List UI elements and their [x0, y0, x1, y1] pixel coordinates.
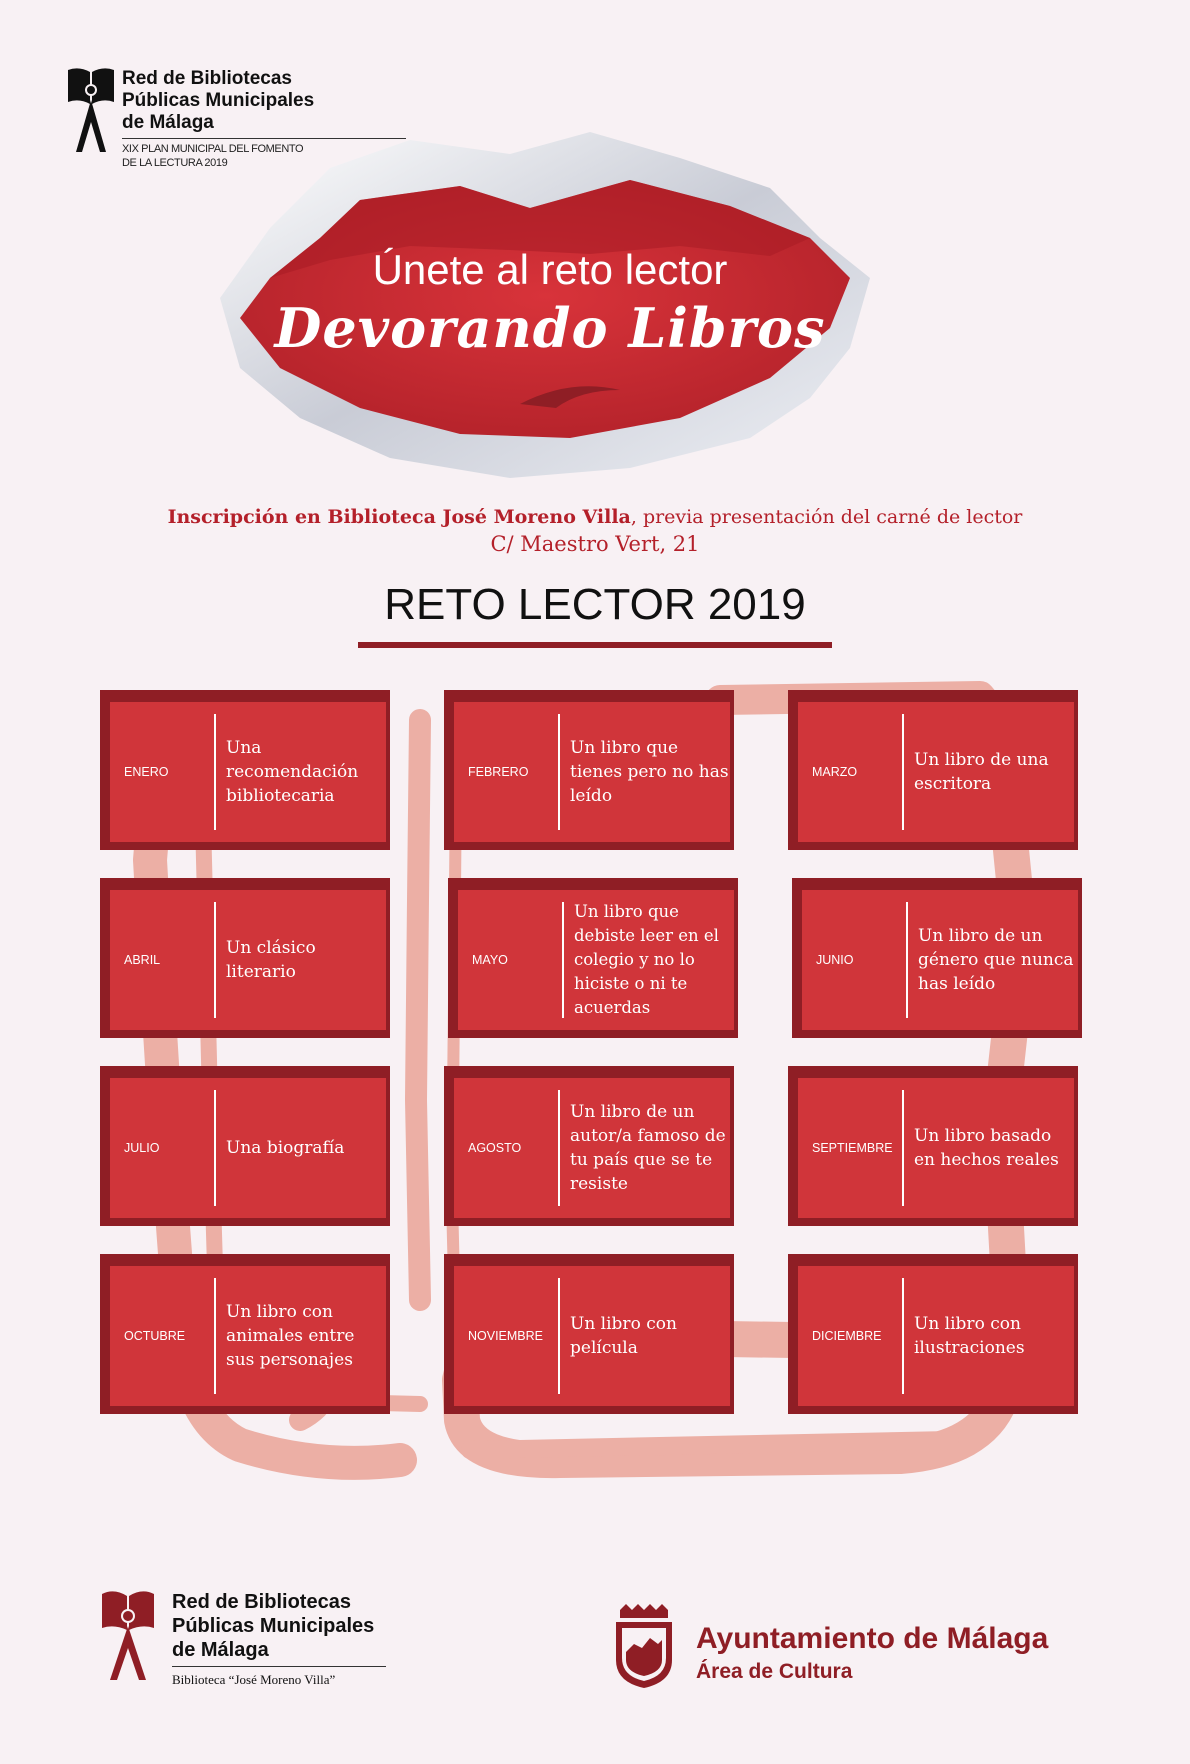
card-divider — [558, 1090, 560, 1206]
month-card-diciembre — [788, 1254, 1078, 1414]
month-card-agosto — [444, 1066, 734, 1226]
footer-logo — [100, 1586, 400, 1686]
plan-line-1: XIX PLAN MUNICIPAL DEL FOMENTO — [122, 143, 304, 155]
plan-line-2: DE LA LECTURA 2019 — [122, 157, 228, 169]
month-card-junio — [792, 878, 1082, 1038]
hero-headline: Únete al reto lector — [372, 246, 728, 293]
month-challenge: Un libro basado en hechos reales — [914, 1126, 1059, 1170]
card-divider — [558, 714, 560, 830]
card-divider — [214, 1090, 216, 1206]
month-label: OCTUBRE — [124, 1329, 186, 1343]
inscription-requirement: , previa presentación del carné de lector — [630, 506, 1023, 528]
header-logo-line-1: Red de Bibliotecas — [122, 68, 292, 89]
month-label: MARZO — [812, 765, 858, 779]
month-label: JULIO — [124, 1141, 160, 1155]
inscription-library: Inscripción en Biblioteca José Moreno Villa — [167, 506, 631, 528]
month-label: FEBRERO — [468, 765, 529, 779]
library-book-person-icon — [66, 64, 116, 154]
month-challenge: Una biografía — [226, 1138, 345, 1158]
month-label: MAYO — [472, 953, 508, 967]
inscription-text — [60, 506, 1130, 528]
header-logo-line-3: de Málaga — [122, 112, 214, 133]
month-card-abril — [100, 878, 390, 1038]
footer-logo-line-3: de Málaga — [172, 1639, 269, 1661]
card-divider — [902, 1278, 904, 1394]
library-address: C/ Maestro Vert, 21 — [490, 532, 700, 556]
card-divider — [214, 714, 216, 830]
card-divider — [214, 1278, 216, 1394]
card-divider — [214, 902, 216, 1018]
month-label: ENERO — [124, 765, 169, 779]
hero-campaign-name: Devorando Libros — [274, 296, 826, 360]
month-challenge: Una recomendación bibliotecaria — [226, 738, 359, 806]
city-council-name: Ayuntamiento de Málaga — [696, 1622, 1049, 1655]
month-card-octubre — [100, 1254, 390, 1414]
month-label: JUNIO — [816, 953, 854, 967]
month-challenge: Un libro de un autor/a famoso de tu país que se te resiste — [570, 1102, 726, 1194]
card-divider — [902, 1090, 904, 1206]
month-challenge: Un libro de una escritora — [914, 750, 1049, 794]
month-label: AGOSTO — [468, 1141, 522, 1155]
month-card-julio — [100, 1066, 390, 1226]
card-divider — [562, 902, 564, 1018]
hero-banner — [210, 128, 890, 498]
month-card-noviembre — [444, 1254, 734, 1414]
month-card-septiembre — [788, 1066, 1078, 1226]
footer-library-name: Biblioteca “José Moreno Villa” — [172, 1672, 336, 1687]
month-challenge: Un clásico literario — [226, 938, 316, 982]
card-divider — [906, 902, 908, 1018]
month-card-marzo — [788, 690, 1078, 850]
card-divider — [902, 714, 904, 830]
month-challenge: Un libro con animales entre sus personajes — [226, 1302, 355, 1370]
footer-logo-line-2: Públicas Municipales — [172, 1615, 375, 1637]
month-label: ABRIL — [124, 953, 161, 967]
library-book-person-icon — [100, 1586, 156, 1682]
challenge-title: RETO LECTOR 2019 — [384, 580, 806, 629]
month-label: DICIEMBRE — [812, 1329, 882, 1343]
month-label: SEPTIEMBRE — [812, 1141, 893, 1155]
header-logo-line-2: Públicas Municipales — [122, 90, 315, 111]
month-card-enero — [100, 690, 390, 850]
month-card-mayo — [448, 878, 738, 1038]
month-challenge: Un libro que tienes pero no has leído — [570, 738, 729, 806]
card-divider — [558, 1278, 560, 1394]
month-challenge: Un libro de un género que nunca has leído — [918, 926, 1074, 994]
month-label: NOVIEMBRE — [468, 1329, 544, 1343]
month-challenge: Un libro con ilustraciones — [914, 1314, 1025, 1358]
month-challenge: Un libro con película — [570, 1314, 677, 1358]
culture-department: Área de Cultura — [696, 1660, 853, 1683]
footer-logo-divider — [172, 1666, 386, 1667]
month-card-febrero — [444, 690, 734, 850]
city-council-logo — [612, 1604, 1092, 1704]
footer-logo-line-1: Red de Bibliotecas — [172, 1591, 351, 1613]
title-underline — [358, 642, 832, 648]
month-challenge: Un libro que debiste leer en el colegio y no lo hiciste o ni te acuerdas — [574, 902, 719, 1017]
coat-of-arms-icon — [612, 1604, 676, 1688]
